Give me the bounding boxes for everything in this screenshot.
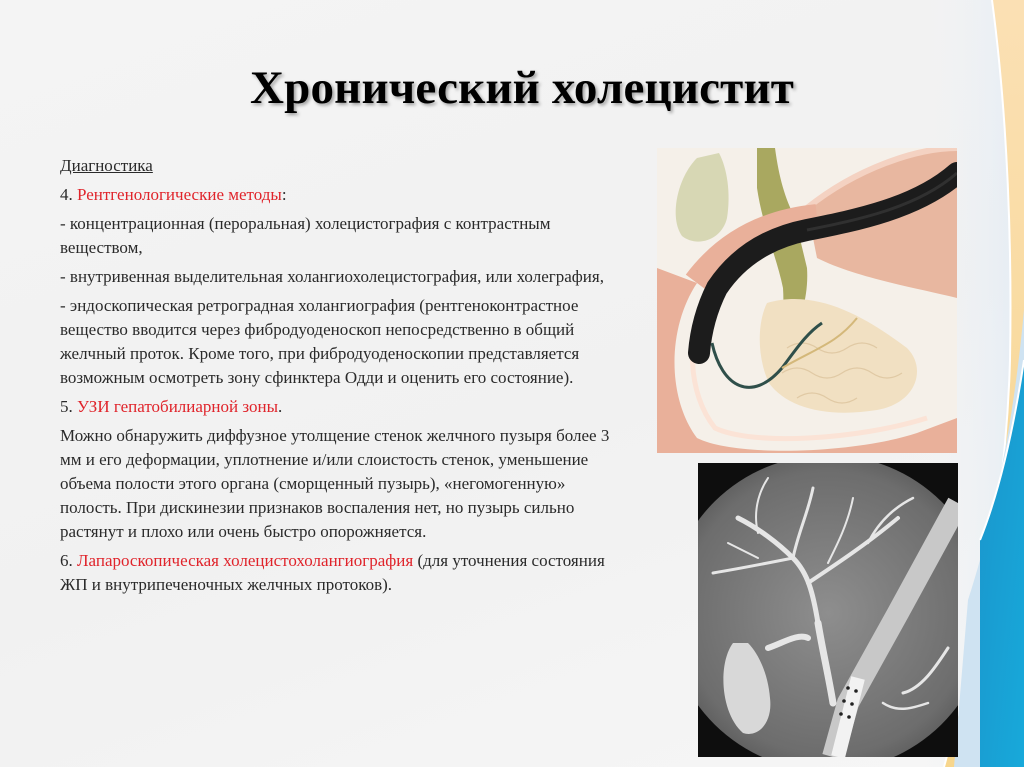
item-label-highlight: Лапароскопическая холецистохолангиография <box>77 551 414 570</box>
heading-diagnostics: Диагностика <box>60 156 153 175</box>
item-number: 6. <box>60 551 77 570</box>
endoscope-illustration-graphic <box>657 148 957 453</box>
item-suffix: (для уточнения состояния ЖП и внутрипеченочных желчных протоков). <box>60 551 605 594</box>
bullet-point: - эндоскопическая ретроградная холангиография (рентгеноконтрастное вещество вводится через фибродуоденоскоп непосредственно в общий желчный проток. Кроме того, при фибродуоденоскопии представляется возможным осмотреть зону сфинктера Одди и оценить его состояние). <box>60 296 580 387</box>
slide-title: Хронический холецистит <box>249 62 795 114</box>
slide-body <box>60 154 620 602</box>
item-label-highlight: Рентгенологические методы <box>77 185 282 204</box>
endoscope-illustration <box>657 148 957 453</box>
section-heading <box>60 154 620 178</box>
item-suffix: . <box>278 397 283 416</box>
item-suffix: : <box>281 185 287 204</box>
list-item-4 <box>60 183 620 207</box>
item-5-description: Можно обнаружить диффузное утолщение стенок желчного пузыря более 3 мм и его деформации, уплотнение и/или слоистость стенок, уменьшение объема полости этого органа (сморщенный пузырь), «негомогенную» полость. При дискинезии признаков воспаления нет, но пузырь сильно растянут и плохо или очень быстро опорожняется. <box>60 426 610 541</box>
item-number: 4. <box>60 185 77 204</box>
xray-graphic <box>698 463 958 757</box>
item-label-highlight: УЗИ гепатобилиарной зоны <box>77 397 279 416</box>
list-item-5 <box>60 395 620 419</box>
cholangiogram-xray-image <box>698 463 958 757</box>
item-number: 5. <box>60 397 77 416</box>
list-item-6 <box>60 549 620 597</box>
bullet-point: - концентрационная (пероральная) холецистография с контрастным веществом, <box>60 214 551 257</box>
bullet-point: - внутривенная выделительная холангиохолецистография, или холеграфия, <box>60 267 604 286</box>
